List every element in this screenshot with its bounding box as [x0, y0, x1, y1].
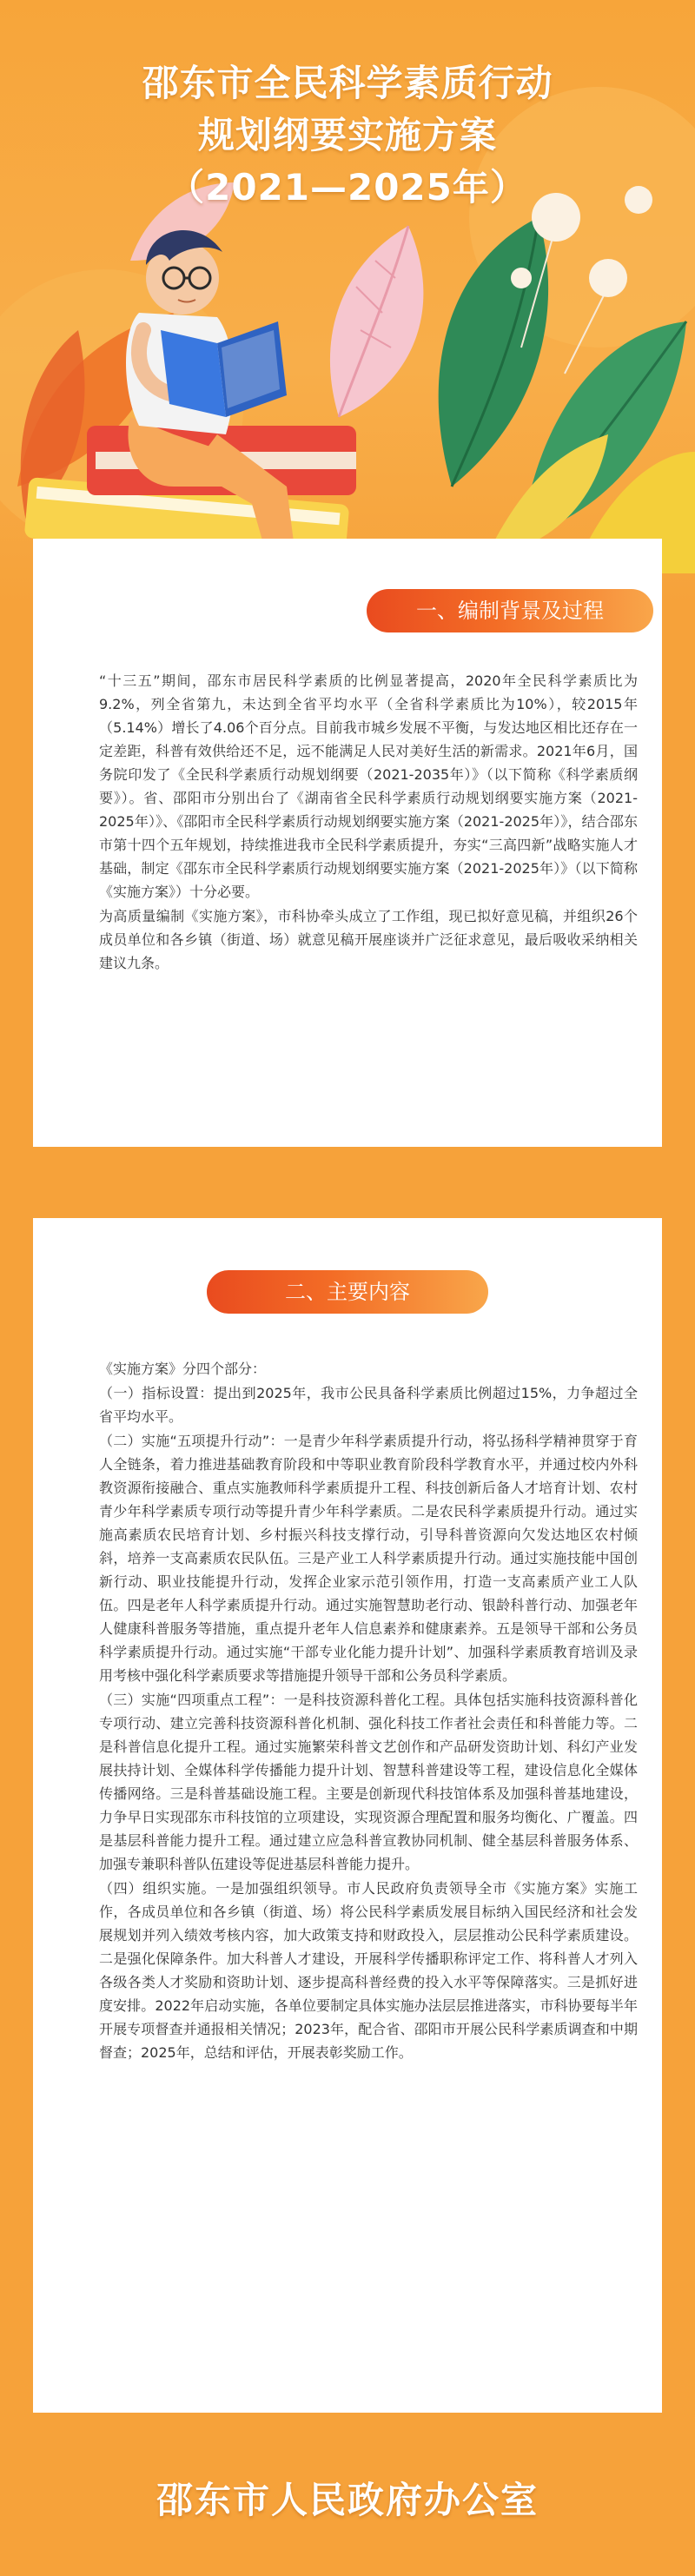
title-line-3: （2021—2025年） [168, 166, 527, 209]
title-line-1: 邵东市全民科学素质行动 [142, 62, 553, 104]
section1-paragraph: 为高质量编制《实施方案》，市科协牵头成立了工作组，现已拟好意见稿，并组织26个成员单位和各乡镇（街道、场）就意见稿开展座谈并广泛征求意见，最后吸收采纳相关建议九条。 [99, 908, 638, 971]
section-background-card [33, 539, 662, 1147]
section2-paragraph: （一）指标设置：提出到2025年，我市公民具备科学素质比例超过15%，力争超过全省平均水平。 [99, 1385, 638, 1425]
page-title [0, 57, 695, 214]
section1-body [99, 669, 638, 976]
section1-heading: 一、编制背景及过程 [367, 589, 653, 632]
section2-paragraph: （三）实施“四项重点工程”：一是科技资源科普化工程。具体包括实施科技资源科普化专项行动、建立完善科技资源科普化机制、强化科技工作者社会责任和科普能力等。二是科普信息化提升工程。通过实施繁荣科普文艺创作和产品研发资助计划、科幻产业发展扶持计划、全媒体科学传播能力提升计划、智慧科普建设等工程，建设信息化全媒体传播网络。三是科普基础设施工程。主要是创新现代科技馆体系及加强科普基地建设，力争早日实现邵东市科技馆的立项建设，实现资源合理配置和服务均衡化、广覆盖。四是基层科普能力提升工程。通过建立应急科普宣教协同机制、健全基层科普服务体系、加强专兼职科普队伍建设等促进基层科普能力提升。 [99, 1692, 638, 1872]
hero-banner [0, 0, 695, 608]
title-line-2: 规划纲要实施方案 [197, 114, 497, 156]
section2-paragraph: （四）组织实施。一是加强组织领导。市人民政府负责领导全市《实施方案》实施工作，各成员单位和各乡镇（街道、场）将公民科学素质发展目标纳入国民经济和社会发展规划并列入绩效考核内容，加大政策支持和财政投入，层层推动公民科学素质建设。二是强化保障条件。加大科普人才建设，开展科学传播职称评定工作、将科普人才列入各级各类人才奖励和资助计划、逐步提高科普经费的投入水平等保障落实。三是抓好进度安排。2022年启动实施，各单位要制定具体实施办法层层推进落实，市科协要每半年开展专项督查并通报相关情况；2023年，配合省、邵阳市开展公民科学素质调查和中期督查；2025年，总结和评估，开展表彰奖励工作。 [99, 1880, 638, 2061]
footer-organization: 邵东市人民政府办公室 [156, 2479, 539, 2521]
section2-heading: 二、主要内容 [207, 1270, 488, 1314]
section2-paragraph: （二）实施“五项提升行动”：一是青少年科学素质提升行动，将弘扬科学精神贯穿于育人全链条，着力推进基础教育阶段和中等职业教育阶段科学教育水平，并通过校内外科教资源衔接融合、重点实施教师科学素质提升工程、科技创新后备人才培育计划、农村青少年科学素质专项行动等提升青少年科学素质。二是农民科学素质提升行动。通过实施高素质农民培育计划、乡村振兴科技支撑行动，引导科普资源向欠发达地区农村倾斜，培养一支高素质农民队伍。三是产业工人科学素质提升行动。通过实施技能中国创新行动、职业技能提升行动，发挥企业家示范引领作用，打造一支高素质产业工人队伍。四是老年人科学素质提升行动。通过实施智慧助老行动、银龄科普行动、加强老年人健康科普服务等措施，重点提升老年人信息素养和健康素养。五是领导干部和公务员科学素质提升行动。通过实施“干部专业化能力提升计划”、加强科学素质教育培训及录用考核中强化科学素质要求等措施提升领导干部和公务员科学素质。 [99, 1433, 638, 1684]
section1-paragraph: “十三五”期间，邵东市居民科学素质的比例显著提高，2020年全民科学素质比为9.2%，列全省第九，未达到全省平均水平（全省科学素质比为10%），较2015年（5.14%）增长了4.06个百分点。目前我市城乡发展不平衡，与发达地区相比还存在一定差距，科普有效供给还不足，远不能满足人民对美好生活的新需求。2021年6月，国务院印发了《全民科学素质行动规划纲要（2021-2035年）》（以下简称《科学素质纲要》）。省、邵阳市分别出台了《湖南省全民科学素质行动规划纲要实施方案（2021-2025年）》、《邵阳市全民科学素质行动规划纲要实施方案（2021-2025年）》，结合邵东市第十四个五年规划，持续推进我市全民科学素质提升，夯实“三高四新”战略实施人才基础，制定《邵东市全民科学素质行动规划纲要实施方案（2021-2025年）》（以下简称《实施方案》）十分必要。 [99, 672, 638, 900]
section2-paragraph: 《实施方案》分四个部分： [99, 1361, 267, 1377]
section-content-card [33, 1218, 662, 2413]
section2-body [99, 1357, 638, 2065]
